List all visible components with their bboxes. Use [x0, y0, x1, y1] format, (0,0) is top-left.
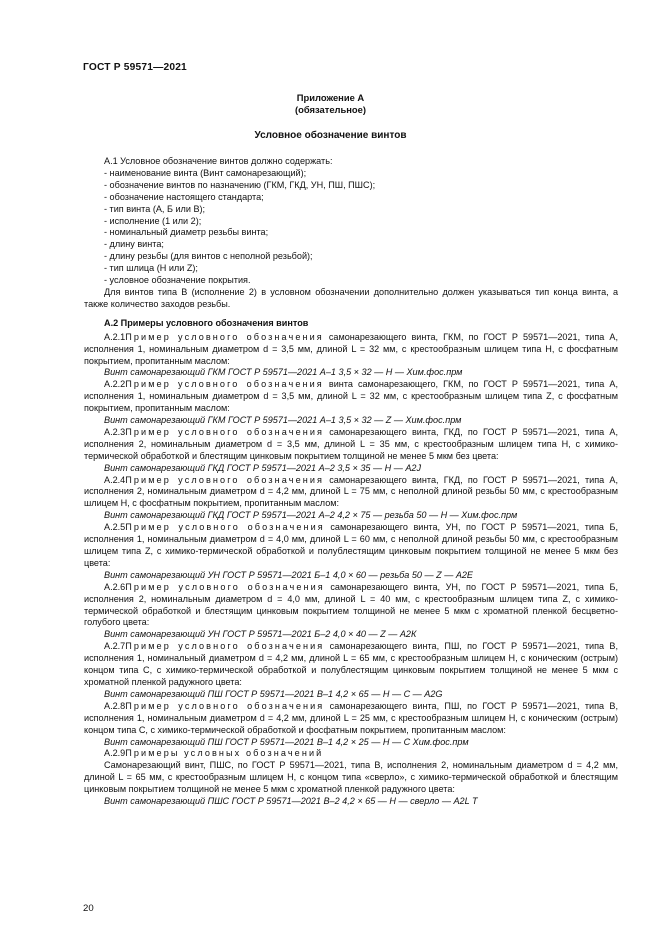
page-number: 20	[83, 903, 94, 914]
section-heading-a2: А.2 Примеры условного обозначения винтов	[104, 317, 309, 328]
example-spaced-heading: Пример условного обозначения	[125, 474, 325, 485]
example-number: А.2.4	[104, 474, 126, 485]
example-number: А.2.7	[104, 641, 126, 652]
example-paragraph	[84, 475, 618, 511]
example-text: самонарезающего винта, ГКМ, по ГОСТ Р 59571—2021, типа А, исполнения 1, номинальным диаметром d = 3,5 мм, длиной L = 32 мм, с крестообразным шлицем типа Н, с фосфатным покрытием, пропитанным маслом:	[84, 331, 618, 366]
example-text: самонарезающего винта, ПШ, по ГОСТ Р 59571—2021, типа В, исполнения 1, номинальный диаметром d = 4,2 мм, длиной L = 65 мм, с крестообразным шлицем Н, с коническим (острым) концом типа С, с химико-термической обработкой и полублестящим цинковым покрытием толщиной не менее 5 мкм с хроматной пленкой радужного цвета:	[84, 641, 619, 687]
example-paragraph	[84, 522, 618, 570]
example-spaced-heading: Примеры условных обозначений	[125, 748, 324, 759]
example-spaced-heading: Пример условного обозначения	[125, 379, 324, 390]
example-paragraph	[84, 332, 618, 368]
list-item: - наименование винта (Винт самонарезающий);	[104, 167, 307, 178]
example-paragraph	[84, 582, 618, 630]
document-body	[84, 156, 618, 808]
appendix-label: Приложение А	[296, 92, 365, 103]
example-number: А.2.2	[104, 379, 126, 390]
example-number: А.2.9	[104, 748, 126, 759]
list-item: - номинальный диаметр резьбы винта;	[104, 227, 269, 238]
standard-header: ГОСТ Р 59571—2021	[83, 62, 187, 73]
list-item: - длину резьбы (для винтов с неполной резьбой);	[104, 251, 313, 262]
example-designation: Винт самонарезающий ГКМ ГОСТ Р 59571—2021 А–1 3,5 × 32 — Н — Хим.фос.прм	[104, 367, 463, 378]
example-spaced-heading: Пример условного обозначения	[125, 331, 324, 342]
list-item: - тип шлица (Н или Z);	[104, 263, 198, 274]
example-spaced-heading: Пример условного обозначения	[125, 641, 325, 652]
example-number: А.2.5	[104, 522, 126, 533]
example-spaced-heading: Пример условного обозначения	[125, 522, 325, 533]
example-paragraph	[84, 379, 618, 415]
example-text: самонарезающего винта, УН, по ГОСТ Р 59571—2021, типа Б, исполнения 1, номинальным диаметром d = 4,0 мм, длиной L = 60 мм, с неполной длиной резьбы 50 мм, с крестообразным шлицем типа Z, с химико-термической обработкой и полублестящим цинковым покрытием толщиной не менее 5 мкм без цвета:	[84, 522, 618, 568]
example-text: самонарезающего винта, ГКД, по ГОСТ Р 59571—2021, типа А, исполнения 2, номинальным диаметром d = 4,2 мм, длиной L = 75 мм, с неполной длиной резьбы 50 мм, с крестообразным шлицем Н, с фосфатным покрытием, пропитанным маслом:	[84, 474, 618, 509]
list-item: - тип винта (А, Б или В);	[104, 203, 206, 214]
example-spaced-heading: Пример условного обозначения	[125, 581, 325, 592]
list-item: - обозначение настоящего стандарта;	[104, 191, 264, 202]
example-number: А.2.8	[104, 700, 126, 711]
requirements-list	[84, 168, 618, 287]
example-paragraph	[84, 427, 618, 463]
examples-container	[84, 332, 618, 808]
example-spaced-heading: Пример условного обозначения	[125, 700, 325, 711]
example-designation: Винт самонарезающий ПШС ГОСТ Р 59571—2021 В–2 4,2 × 65 — Н — сверло — А2L Т	[104, 796, 478, 807]
list-item: - обозначение винтов по назначению (ГКМ, ГКД, УН, ПШ, ПШС);	[104, 179, 376, 190]
example-designation: Винт самонарезающий ПШ ГОСТ Р 59571—2021 В–1 4,2 × 25 — Н — С Хим.фос.прм	[104, 736, 469, 747]
list-item: - исполнение (1 или 2);	[104, 215, 202, 226]
example-designation: Винт самонарезающий УН ГОСТ Р 59571—2021 Б–2 4,0 × 40 — Z — А2К	[104, 629, 417, 640]
example-designation: Винт самонарезающий ПШ ГОСТ Р 59571—2021 В–1 4,2 × 65 — Н — С — А2G	[104, 688, 443, 699]
list-item: - условное обозначение покрытия.	[104, 275, 251, 286]
appendix-status: (обязательное)	[295, 104, 366, 115]
intro-paragraph: А.1 Условное обозначение винтов должно содержать:	[104, 156, 333, 166]
example-number: А.2.6	[104, 581, 126, 592]
example-designation: Винт самонарезающий ГКД ГОСТ Р 59571—2021 А–2 3,5 × 35 — Н — А2J	[104, 462, 421, 473]
example-text: самонарезающего винта, УН, по ГОСТ Р 59571—2021, типа Б, исполнения 2, номинальным диаметром d = 4,0 мм, длиной L = 40 мм, с крестообразным шлицем типа Z, с химико-термической обработкой и блестящим цинковым покрытием толщиной не менее 5 мкм с хроматной пленкой бесцветно-голубого цвета:	[84, 581, 618, 628]
example-paragraph	[84, 641, 618, 689]
example-spaced-heading: Пример условного обозначения	[125, 426, 325, 437]
example-paragraph	[84, 748, 618, 760]
note-paragraph: Для винтов типа В (исполнение 2) в условном обозначении дополнительно должен указываться тип конца винта, а также количество заходов резьбы.	[84, 286, 618, 309]
example-designation: Винт самонарезающий ГКД ГОСТ Р 59571—2021 А–2 4,2 × 75 — резьба 50 — Н — Хим.фос.прм	[104, 510, 518, 521]
example-text: винта самонарезающего, ГКМ, по ГОСТ Р 59571—2021, типа А, исполнения 1, номинальным диаметром d = 3,5 мм, длиной L = 32 мм, с крестообразным шлицем типа Z, с фосфатным покрытием, пропитанным маслом:	[84, 379, 618, 414]
example-designation: Винт самонарезающий УН ГОСТ Р 59571—2021 Б–1 4,0 × 60 — резьба 50 — Z — А2Е	[104, 569, 474, 580]
example-text: самонарезающего винта, ПШ, по ГОСТ Р 59571—2021, типа В, исполнения 1, номинальным диаметром d = 4,2 мм, длиной L = 25 мм, с крестообразным шлицем Н, с коническим (острым) концом типа С, с химико-термической обработкой и фосфатным покрытием, пропитанным маслом:	[84, 700, 619, 735]
section-title: Условное обозначение винтов	[254, 130, 407, 141]
example-extra-paragraph: Самонарезающий винт, ПШС, по ГОСТ Р 59571—2021, типа В, исполнения 2, номинальным диаметром d = 4,2 мм, длиной L = 65 мм, с крестообразным шлицем Н, с концом типа «сверло», с химико-термической обработкой и блестящим цинковым покрытием толщиной не менее 5 мкм с хроматной пленкой радужного цвета:	[84, 760, 618, 795]
example-designation: Винт самонарезающий ГКМ ГОСТ Р 59571—2021 А–1 3,5 × 32 — Z — Хим.фос.прм	[104, 415, 462, 426]
example-number: А.2.1	[104, 331, 126, 342]
example-paragraph	[84, 701, 618, 737]
example-text: самонарезающего винта, ГКД, по ГОСТ Р 59571—2021, типа А, исполнения 2, номинальным диаметром d = 3,5 мм, длиной L = 35 мм, с крестообразным шлицем типа Н, с химико-термической обработкой и блестящим цинковым покрытием толщиной не менее 5 мкм без цвета:	[84, 426, 618, 461]
example-number: А.2.3	[104, 426, 126, 437]
list-item: - длину винта;	[104, 239, 164, 250]
